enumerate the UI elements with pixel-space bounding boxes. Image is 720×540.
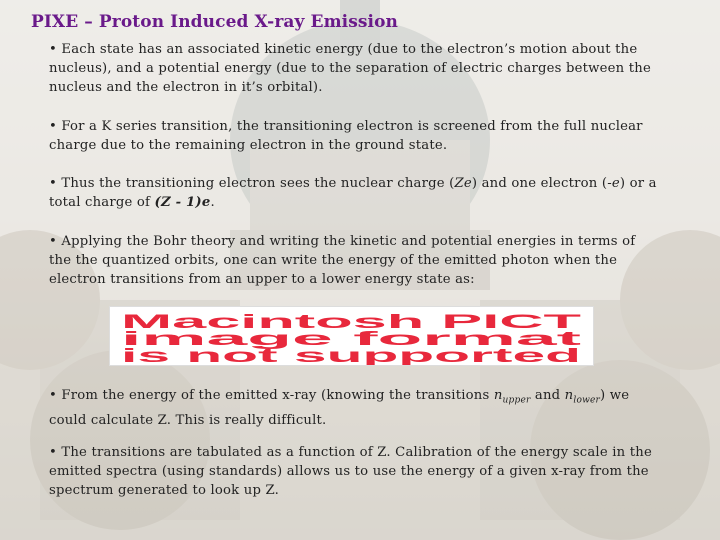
p5-n-upper: n [493,388,503,403]
p5-text-b: and [530,388,565,403]
pict-line-1: Macintosh PICT [121,312,583,333]
slide-title: PIXE – Proton Induced X-ray Emission [31,12,399,32]
p3-ze: Ze [454,176,472,191]
p5-upper-sub: upper [502,395,531,406]
pict-placeholder-graphic [110,307,593,365]
bullet-k-series-screening: • For a K series transition, the transitioning electron is screened from the full nuclear charge due to the remaining electron in the ground state. [49,119,643,153]
p3-total-charge: (Z - 1)e [154,195,211,210]
pict-line-2: image format [121,329,584,350]
bullet-bohr-theory: • Applying the Bohr theory and writing the kinetic and potential energies in terms of the the quantized orbits, one can write the energy of the emitted photon when the electron transitions from an upper to a lower energy state as: [49,234,636,287]
pict-line-3: is not supported [121,346,581,365]
p3-minus-e: -e [607,176,620,191]
p5-lower-sub: lower [573,395,601,406]
p5-text-c: ) we could calculate Z. This is really difficult. [49,388,630,428]
bullet-tabulated-transitions: • The transitions are tabulated as a function of Z. Calibration of the energy scale in the emitted spectra (using standards) allows us to use the energy of a given x-ray from the spectrum generated to look up Z. [49,445,652,498]
bullet-emitted-xray-energy [49,386,659,430]
p3-text-b: ) and one electron ( [471,176,608,191]
p3-text-d: . [210,195,215,210]
p5-text-a: • From the energy of the emitted x-ray (knowing the transitions [49,388,494,403]
p5-n-lower: n [564,388,574,403]
bullet-kinetic-potential-energy: • Each state has an associated kinetic energy (due to the electron’s motion about the nucleus), and a potential energy (due to the separation of electric charges between the nucleus and the electron in it’s orbital). [49,42,651,95]
p3-text-a: • Thus the transitioning electron sees the nuclear charge ( [49,176,455,191]
p3-text-c: ) or a total charge of [49,176,657,210]
unsupported-pict-image [109,306,594,366]
bullet-total-charge [49,174,659,212]
